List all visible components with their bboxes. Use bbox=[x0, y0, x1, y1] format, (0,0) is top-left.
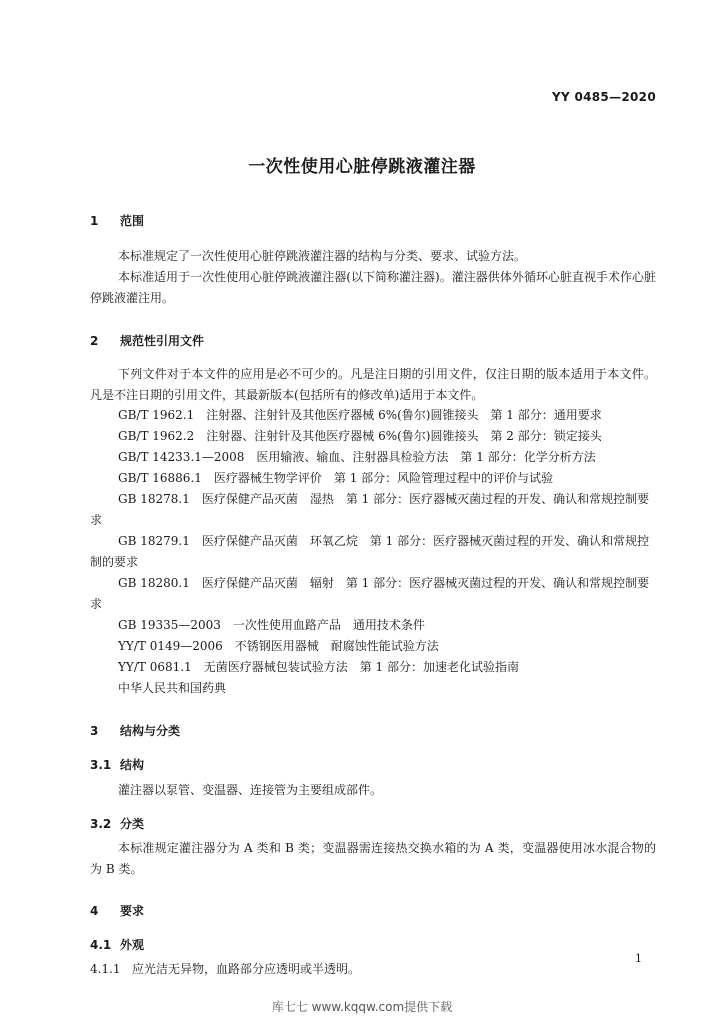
section-title: 规范性引用文件 bbox=[120, 334, 205, 348]
reference-item: GB/T 16886.1 医疗器械生物学评价 第 1 部分：风险管理过程中的评价与试验 bbox=[118, 471, 554, 485]
paragraph: 下列文件对于本文件的应用是必不可少的。凡是注日期的引用文件，仅注日期的版本适用于本文件。凡是不注日期的引用文件，其最新版本(包括所有的修改单)适用于本文件。 bbox=[90, 367, 656, 402]
paragraph: 本标准规定了一次性使用心脏停跳液灌注器的结构与分类、要求、试验方法。 bbox=[118, 249, 527, 263]
reference-item: GB 18280.1 医疗保健产品灭菌 辐射 第 1 部分：医疗器械灭菌过程的开发、确认和常规控制要求 bbox=[90, 576, 650, 611]
paragraph: 本标准适用于一次性使用心脏停跳液灌注器(以下简称灌注器)。灌注器供体外循环心脏直视手术作心脏停跳液灌注用。 bbox=[90, 270, 656, 305]
section-heading-4 bbox=[90, 902, 144, 919]
section-title: 范围 bbox=[120, 214, 145, 228]
section-title: 结构 bbox=[120, 758, 145, 772]
paragraph: 本标准规定灌注器分为 A 类和 B 类；变温器需连接热交换水箱的为 A 类，变温器使用冰水混合物的为 B 类。 bbox=[90, 841, 656, 876]
section-number: 3 bbox=[90, 724, 99, 738]
section-title: 外观 bbox=[120, 938, 145, 952]
reference-item: GB/T 1962.1 注射器、注射针及其他医疗器械 6%(鲁尔)圆锥接头 第 1 部分：通用要求 bbox=[118, 408, 602, 422]
document-title: 一次性使用心脏停跳液灌注器 bbox=[248, 157, 476, 177]
reference-item: YY/T 0149—2006 不锈钢医用器械 耐腐蚀性能试验方法 bbox=[118, 639, 439, 653]
section-number: 3.1 bbox=[90, 758, 112, 772]
subsection-heading-3-1 bbox=[90, 756, 144, 773]
reference-item: GB/T 1962.2 注射器、注射针及其他医疗器械 6%(鲁尔)圆锥接头 第 2 部分：锁定接头 bbox=[118, 429, 602, 443]
reference-item: GB 18279.1 医疗保健产品灭菌 环氧乙烷 第 1 部分：医疗器械灭菌过程的开发、确认和常规控制的要求 bbox=[90, 534, 650, 569]
subsection-heading-3-2 bbox=[90, 815, 144, 832]
section-number: 2 bbox=[90, 334, 99, 348]
section-heading-1 bbox=[90, 212, 144, 229]
section-number: 3.2 bbox=[90, 817, 112, 831]
section-heading-2 bbox=[90, 332, 204, 349]
reference-item: GB 18278.1 医疗保健产品灭菌 湿热 第 1 部分：医疗器械灭菌过程的开发、确认和常规控制要求 bbox=[90, 492, 650, 527]
section-number: 4 bbox=[90, 904, 99, 918]
section-title: 要求 bbox=[120, 904, 145, 918]
standard-code: YY 0485—2020 bbox=[552, 90, 656, 104]
page-number: 1 bbox=[635, 952, 642, 965]
clause-text: 应光洁无异物，血路部分应透明或半透明。 bbox=[132, 962, 361, 976]
section-title: 结构与分类 bbox=[120, 724, 181, 738]
subsection-heading-4-1 bbox=[90, 936, 144, 953]
reference-item: YY/T 0681.1 无菌医疗器械包装试验方法 第 1 部分：加速老化试验指南 bbox=[118, 660, 519, 674]
section-number: 4.1 bbox=[90, 938, 112, 952]
paragraph: 灌注器以泵管、变温器、连接管为主要组成部件。 bbox=[118, 783, 383, 797]
section-heading-3 bbox=[90, 722, 180, 739]
download-footer: 库七七 www.kqqw.com提供下载 bbox=[271, 1000, 453, 1014]
reference-item: GB/T 14233.1—2008 医用输液、输血、注射器具检验方法 第 1 部分：化学分析方法 bbox=[118, 450, 596, 464]
section-number: 1 bbox=[90, 214, 99, 228]
clause-number: 4.1.1 bbox=[90, 962, 121, 976]
clause-4-1-1 bbox=[90, 960, 360, 977]
reference-item: 中华人民共和国药典 bbox=[118, 681, 227, 695]
section-title: 分类 bbox=[120, 817, 145, 831]
reference-item: GB 19335—2003 一次性使用血路产品 通用技术条件 bbox=[118, 618, 425, 632]
